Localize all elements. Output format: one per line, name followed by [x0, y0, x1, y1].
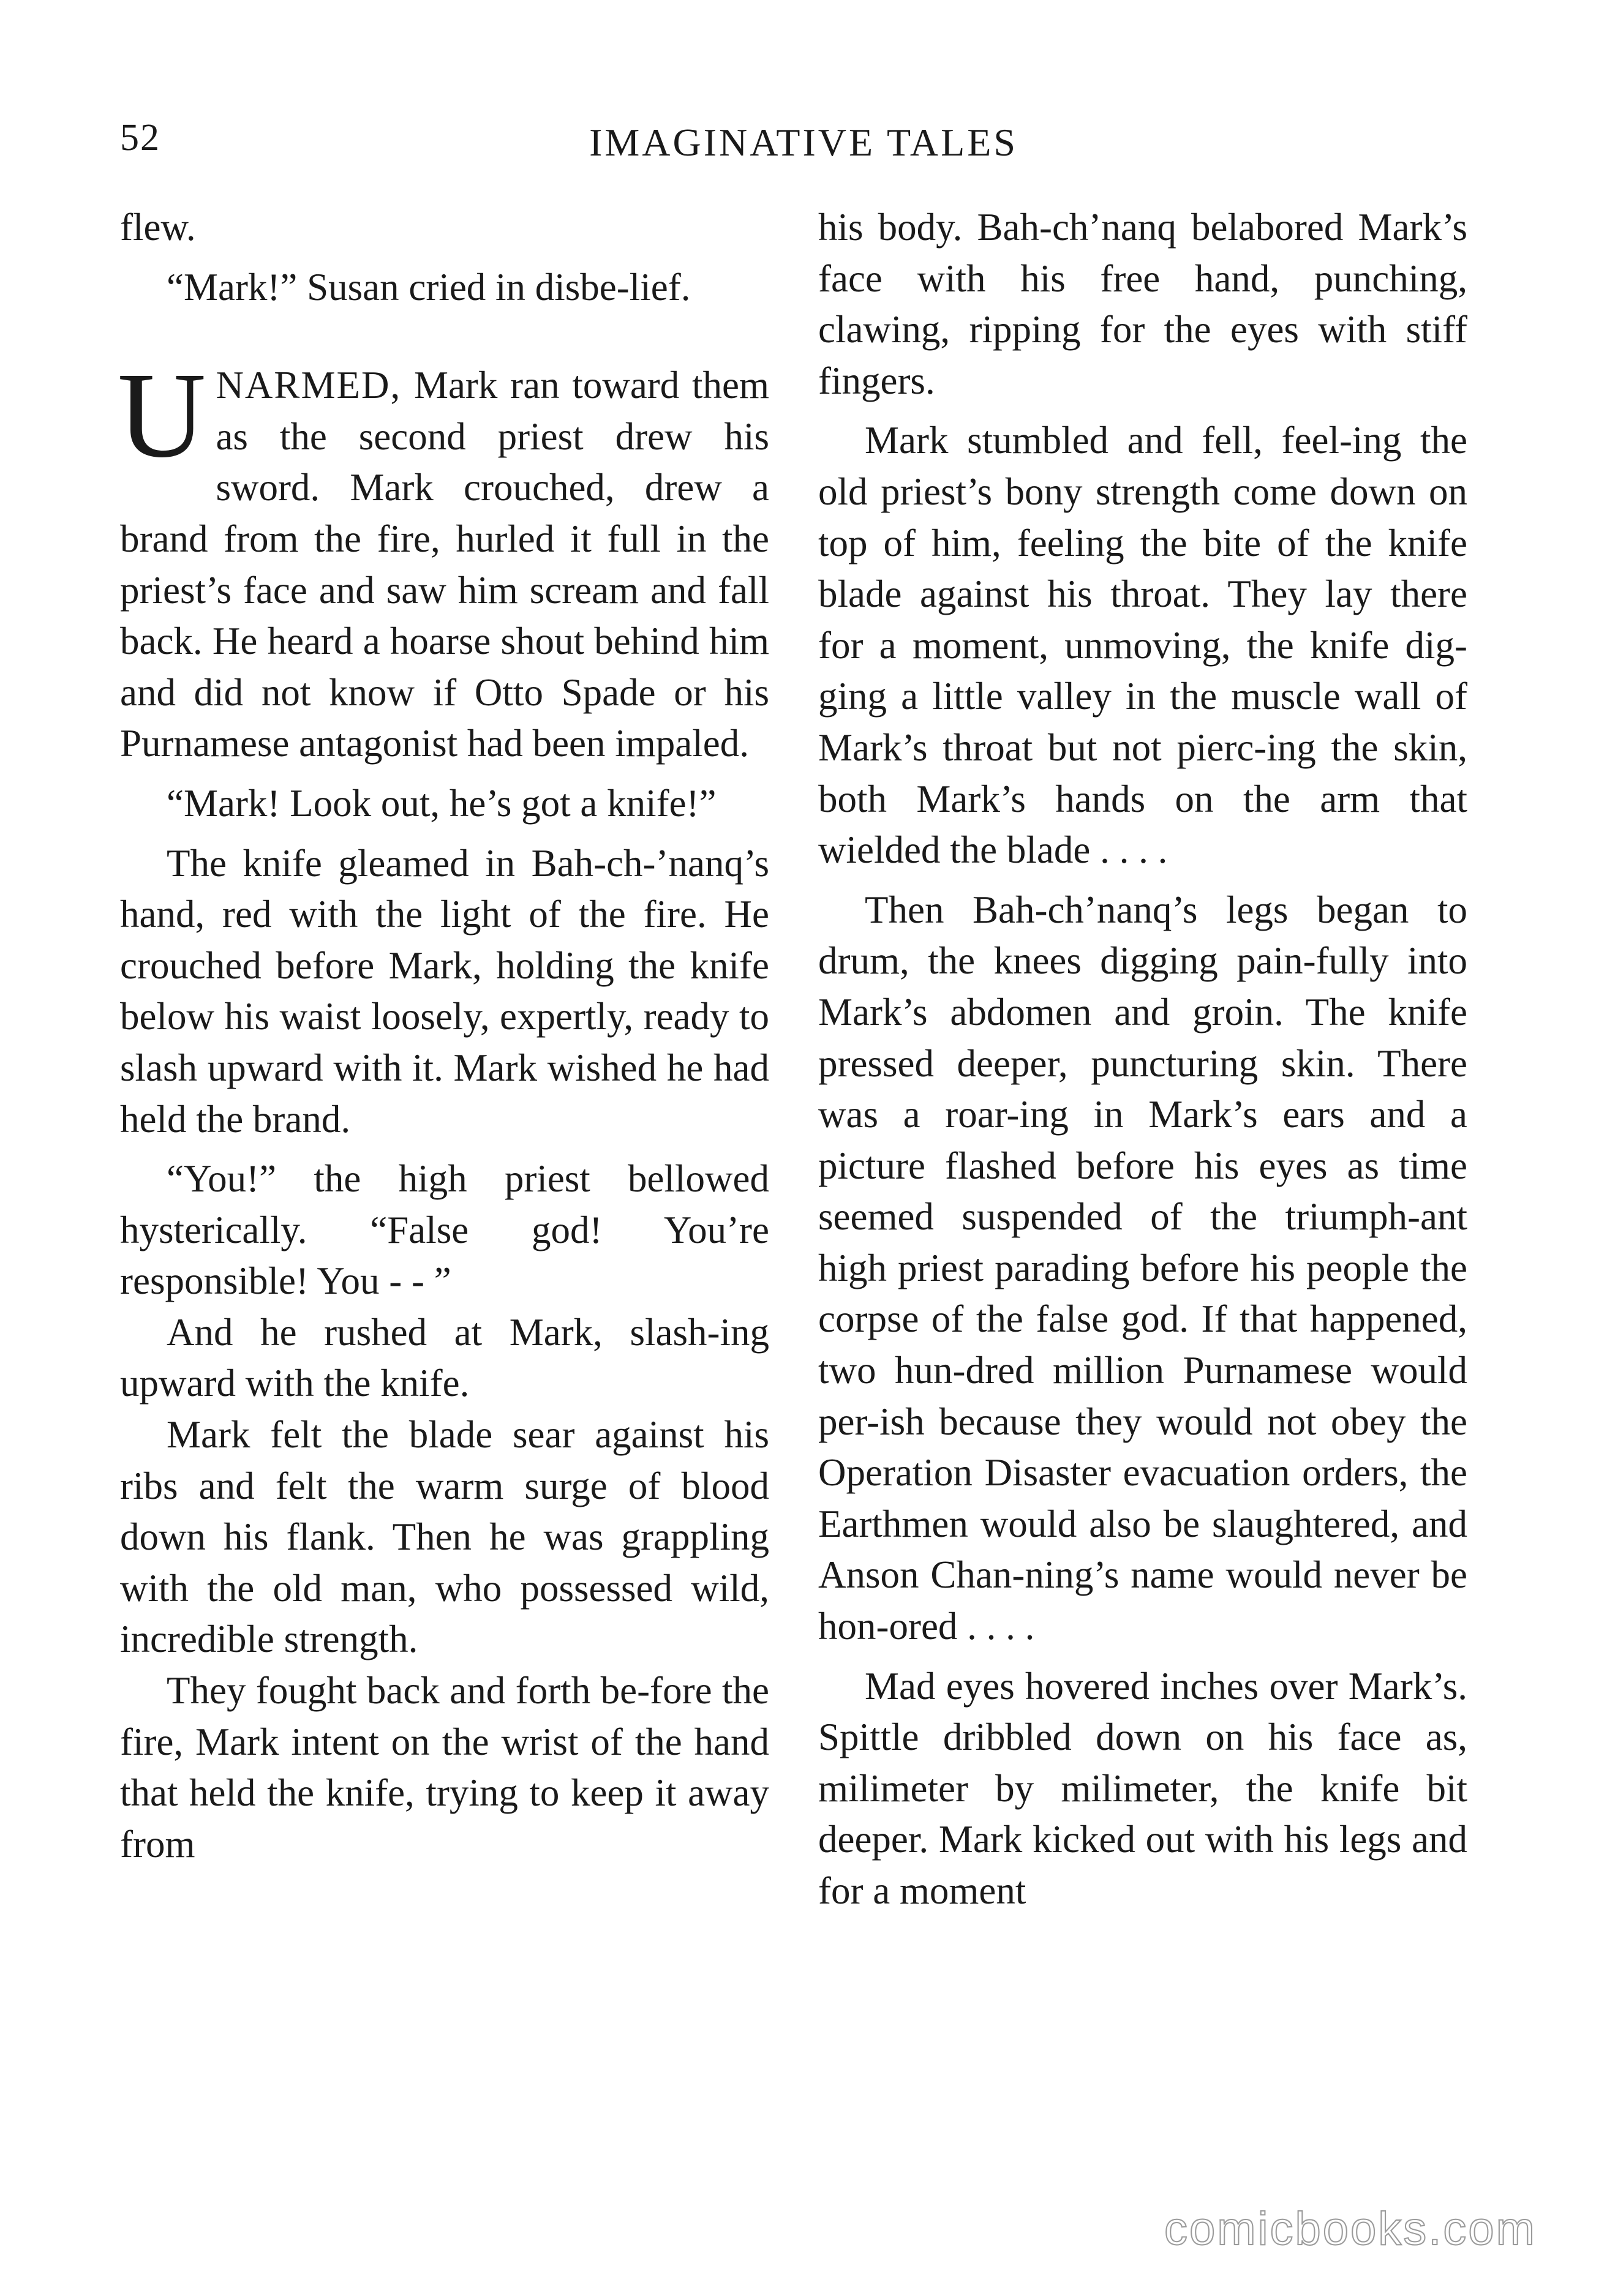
left-column — [120, 202, 769, 1870]
paragraph: “You!” the high priest bellowed hysterically. “False god! You’re responsible! You - - ” — [120, 1157, 769, 1303]
paragraph: Mark stumbled and fell, feel-ing the old priest’s bony strength come down on top of him, feeling the bite of the knife blade against his throat. They lay there for a moment, unmoving, the knife dig-ging a little valley in the muscle wall of Mark’s throat but not pierc-ing the skin, both Mark’s hands on the arm that wielded the blade . . . . — [818, 419, 1467, 872]
paragraph: Then Bah-ch’nanq’s legs began to drum, the knees digging pain-fully into Mark’s abdomen and groin. The knife pressed deeper, puncturing skin. There was a roar-ing in Mark’s ears and a picture flashed before his eyes as time seemed suspended of the triumph-ant high priest parading before his people the corpse of the false god. If that happened, two hun-dred million Purnamese would per-ish because they would not obey the Operation Disaster evacuation orders, the Earthmen would also be slaughtered, and Anson Chan-ning’s name would never be hon-ored . . . . — [818, 888, 1467, 1648]
paragraph: his body. Bah-ch’nanq belabored Mark’s face with his free hand, punching, clawing, ripping for the eyes with stiff fingers. — [818, 206, 1467, 402]
right-column — [818, 202, 1467, 1917]
paragraph: They fought back and forth be-fore the fire, Mark intent on the wrist of the hand that held the knife, trying to keep it away from — [120, 1669, 769, 1866]
paragraph: “Mark!” Susan cried in disbe-lief. — [167, 265, 691, 309]
drop-cap: U — [118, 348, 206, 484]
paragraph: Mad eyes hovered inches over Mark’s. Spittle dribbled down on his face as, milimeter by milimeter, the knife bit deeper. Mark kicked out with his legs and for a moment — [818, 1664, 1467, 1912]
running-title: IMAGINATIVE TALES — [589, 121, 1018, 164]
paragraph-text: Mark ran toward them as the second priest drew his sword. Mark crouched, drew a brand from the fire, hurled it full in the priest’s face and saw him scream and fall back. He heard a hoarse shout behind him and did not know if Otto Spade or his Purnamese antagonist had been impaled. — [120, 364, 769, 765]
page-number: 52 — [120, 117, 160, 159]
watermark-logo: comicbooks.com — [1164, 2203, 1537, 2255]
paragraph: The knife gleamed in Bah-ch-’nanq’s hand, red with the light of the fire. He crouched before Mark, holding the knife below his waist loosely, expertly, ready to slash upward with it. Mark wished he had held the brand. — [120, 841, 769, 1141]
paragraph: flew. — [120, 206, 196, 249]
lead-in-word: NARMED, — [216, 364, 402, 407]
paragraph: “Mark! Look out, he’s got a knife!” — [167, 781, 717, 825]
paragraph-with-dropcap — [118, 348, 769, 770]
paragraph: And he rushed at Mark, slash-ing upward with the knife. — [120, 1310, 769, 1405]
paragraph: Mark felt the blade sear against his ribs and felt the warm surge of blood down his flank. Then he was grappling with the old man, who possessed wild, incredible strength. — [120, 1413, 769, 1661]
